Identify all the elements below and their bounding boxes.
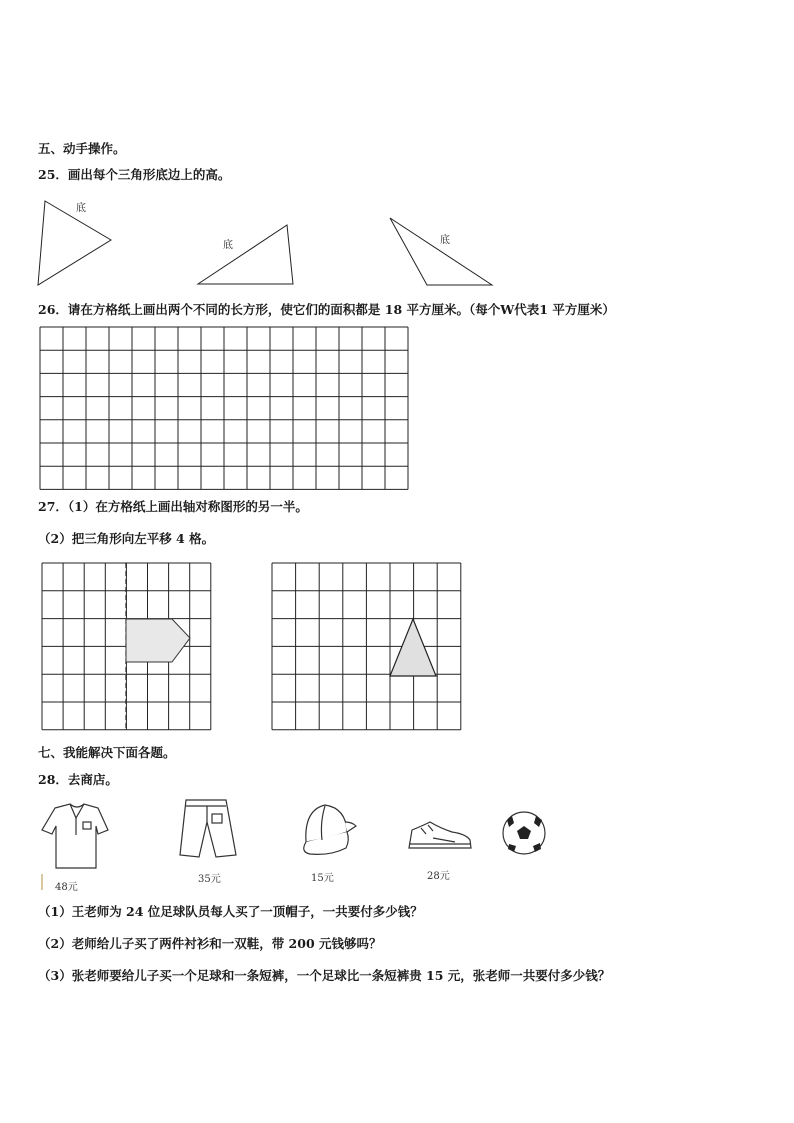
question-27-part1: 27．（1）在方格纸上画出轴对称图形的另一半。 [38, 499, 308, 514]
shirt-icon [42, 804, 108, 868]
base-label-3: 底 [440, 235, 450, 246]
shoes-price: 28元 [427, 871, 450, 882]
question-26-title: 26．请在方格纸上画出两个不同的长方形，使它们的面积都是 18 平方厘米。（每个W代表1 平方厘米） [38, 302, 615, 317]
base-label-2: 底 [223, 240, 233, 251]
question-28-sub1: （1）王老师为 24 位足球队员每人买了一顶帽子，一共要付多少钱？ [38, 904, 423, 919]
question-27-part2: （2）把三角形向左平移 4 格。 [38, 531, 215, 546]
section-heading-5: 五、动手操作。 [38, 141, 126, 156]
question-28-sub2: （2）老师给儿子买了两件衬衫和一双鞋，带 200 元钱够吗？ [38, 936, 382, 951]
cap-price: 15元 [311, 873, 334, 884]
section-heading-7: 七、我能解决下面各题。 [38, 745, 176, 760]
shorts-icon [180, 800, 236, 857]
question-28-sub3: （3）张老师要给儿子买一个足球和一条短裤，一个足球比一条短裤贵 15 元，张老师一共要付多少钱？ [38, 968, 611, 983]
shorts-price: 35元 [198, 874, 221, 885]
base-label-1: 底 [76, 203, 86, 214]
shoes-icon [409, 822, 471, 848]
shirt-price: 48元 [55, 882, 78, 893]
question-25-title: 25．画出每个三角形底边上的高。 [38, 167, 231, 182]
cap-icon [304, 805, 356, 854]
soccer-ball-icon [503, 812, 545, 854]
question-28-title: 28．去商店。 [38, 772, 118, 787]
